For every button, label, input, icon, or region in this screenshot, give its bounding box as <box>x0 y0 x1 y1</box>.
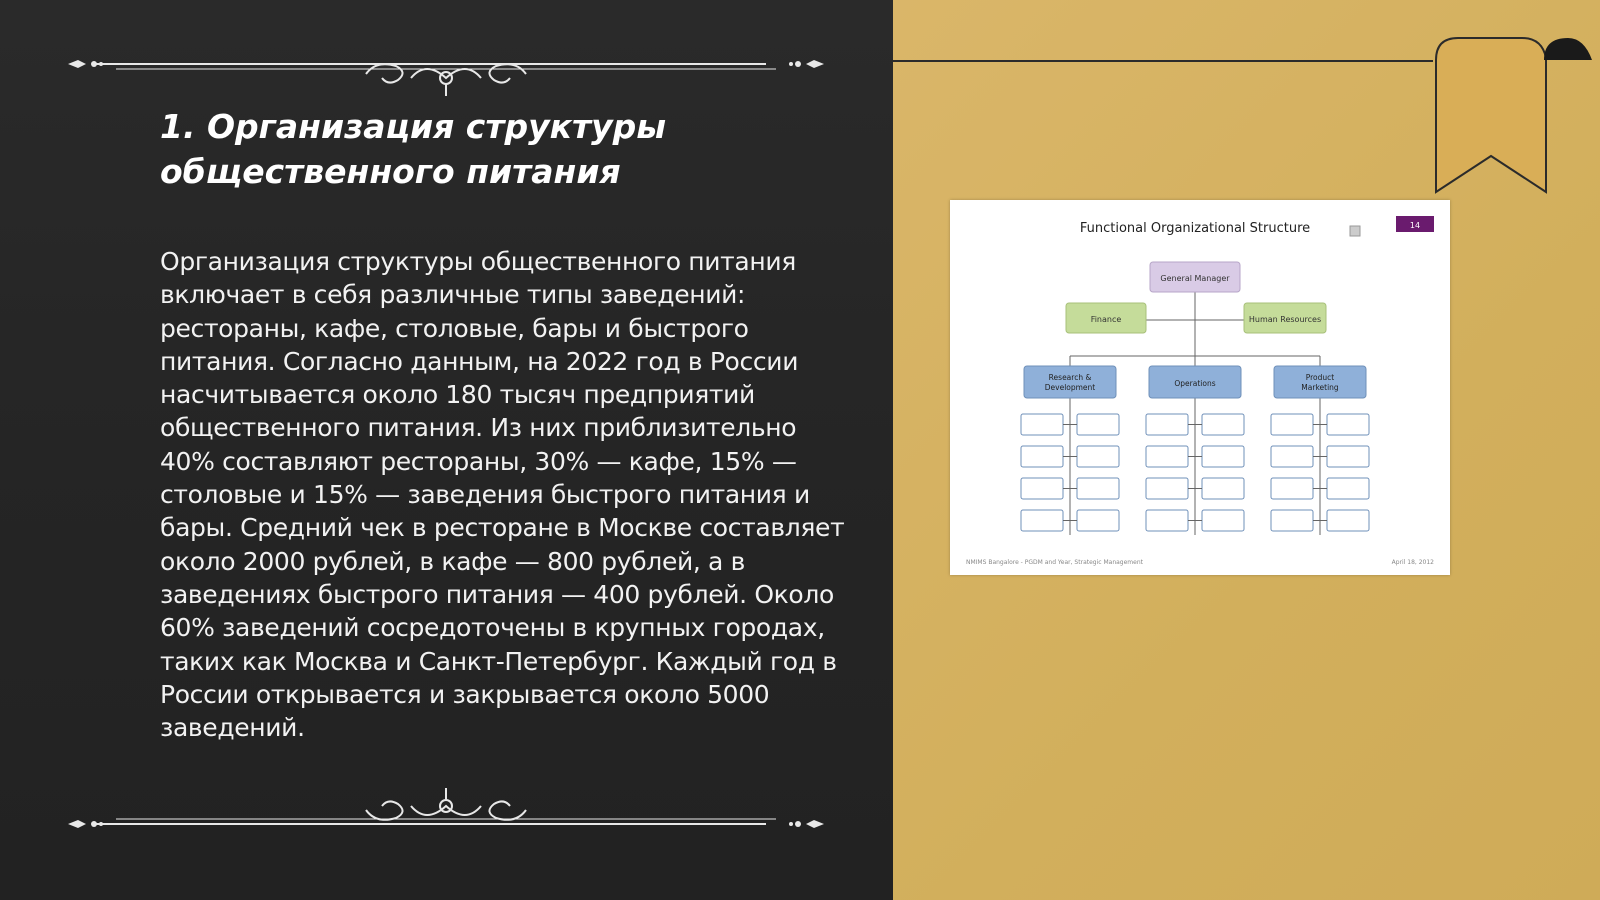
sub-unit-box <box>1021 446 1063 467</box>
slide-title: 1. Организация структуры общественного питания <box>160 107 667 191</box>
sub-unit-box <box>1146 510 1188 531</box>
embedded-footer-right: April 18, 2012 <box>1391 559 1434 566</box>
page-number: 14 <box>1409 221 1421 230</box>
org-chart-slide-image <box>950 200 1450 575</box>
sub-unit-box <box>1271 446 1313 467</box>
node-human-resources-label: Human Resources <box>1248 315 1322 324</box>
sub-unit-box <box>1327 478 1369 499</box>
top-ornament-divider <box>66 38 826 98</box>
node-product-label-2: Marketing <box>1301 383 1339 392</box>
sub-unit-box <box>1146 414 1188 435</box>
slide-body-text: Организация структуры общественного питания включает в себя различные типы заведений: рестораны, кафе, столовые, бары и быстрого питания. Согласно данным, на 2022 год в России насчитывается около 180 тысяч предприятий общественного питания. Из них приблизительно 40% составляют рестораны, 30% — кафе, 15% — столовые и 15% — заведения быстрого питания и бары. Средний чек в ресторане в Москве составляет около 2000 рублей, в кафе — 800 рублей, а в заведениях быстрого питания — 400 рублей. Около 60% заведений сосредоточены в крупных городах, таких как Москва и Санкт-Петербург. Каждый год в России открывается и закрывается около 5000 заведений. <box>160 247 845 743</box>
node-rnd-label-1: Research & <box>1048 373 1092 382</box>
sub-unit-box <box>1021 510 1063 531</box>
sub-unit-box <box>1146 478 1188 499</box>
sub-unit-box <box>1327 510 1369 531</box>
bookmark-ribbon <box>1432 32 1597 202</box>
sub-unit-box <box>1327 414 1369 435</box>
sub-unit-box <box>1077 478 1119 499</box>
sub-unit-box <box>1327 446 1369 467</box>
logo-icon <box>1350 226 1360 236</box>
decorative-rule <box>893 60 1433 62</box>
embedded-footer-left: NMIMS Bangalore - PGDM and Year, Strategic Management <box>966 559 1143 566</box>
sub-unit-box <box>1202 414 1244 435</box>
sub-unit-box <box>1202 510 1244 531</box>
node-product-marketing <box>1274 366 1366 398</box>
sub-unit-box <box>1202 446 1244 467</box>
node-general-manager-label: General Manager <box>1160 274 1230 283</box>
bottom-ornament-divider <box>66 770 826 830</box>
node-rnd-label-2: Development <box>1044 383 1096 392</box>
sub-unit-box <box>1271 478 1313 499</box>
sub-unit-box <box>1077 414 1119 435</box>
node-operations-label: Operations <box>1174 379 1216 388</box>
sub-unit-box <box>1202 478 1244 499</box>
sub-unit-box <box>1146 446 1188 467</box>
node-product-label-1: Product <box>1305 373 1335 382</box>
sub-unit-box <box>1077 446 1119 467</box>
sub-unit-box <box>1021 414 1063 435</box>
sub-unit-box <box>1021 478 1063 499</box>
node-research-development <box>1024 366 1116 398</box>
embedded-slide-title: Functional Organizational Structure <box>1079 221 1311 236</box>
sub-unit-box <box>1271 414 1313 435</box>
org-chart-diagram <box>950 200 1450 575</box>
sub-unit-box <box>1271 510 1313 531</box>
node-finance-label: Finance <box>1090 315 1122 324</box>
sub-unit-box <box>1077 510 1119 531</box>
